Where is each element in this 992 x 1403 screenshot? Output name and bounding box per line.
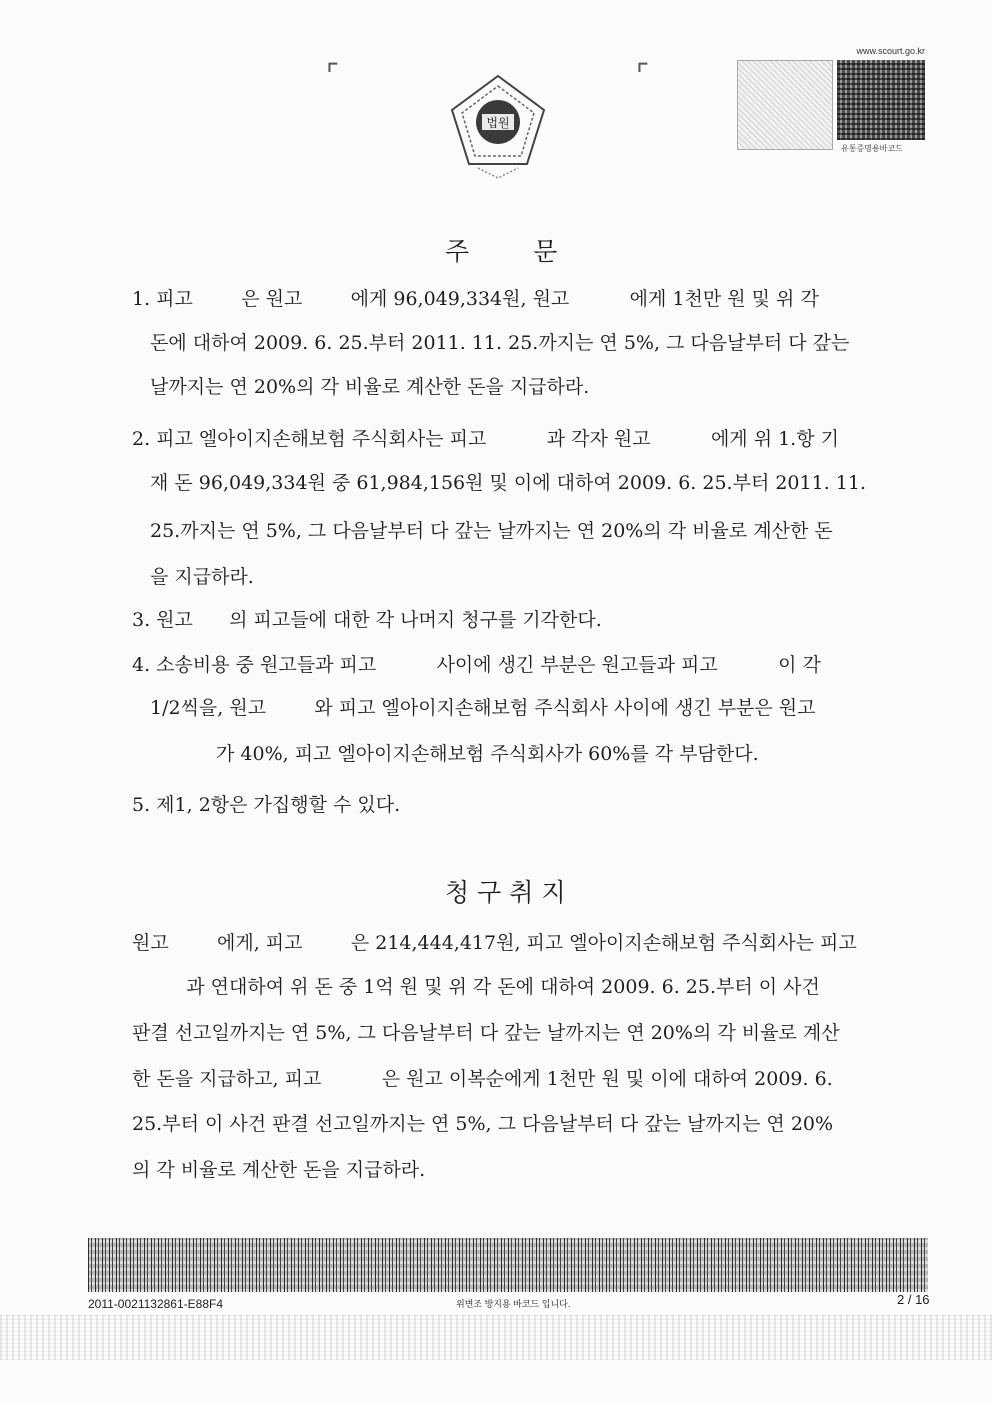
court-seal-icon (448, 72, 548, 182)
judgment-line: 25.까지는 연 5%, 그 다음날부터 다 갚는 날까지는 연 20%의 각 비율로 계산한 돈 (150, 520, 833, 542)
barcode-note: 위변조 방지용 바코드 입니다. (456, 1299, 571, 1309)
registration-mark-right: ⌜ (636, 58, 650, 91)
claim-line: 원고 에게, 피고 은 214,444,417원, 피고 엘아이지손해보험 주식회사는 피고 (132, 932, 857, 954)
claim-line: 판결 선고일까지는 연 5%, 그 다음날부터 다 갚는 날까지는 연 20%의 각 비율로 계산 (132, 1022, 840, 1044)
claim-line: 한 돈을 지급하고, 피고 은 원고 이복순에게 1천만 원 및 이에 대하여 2009. 6. (132, 1068, 833, 1090)
anti-forgery-barcode-icon (88, 1238, 928, 1292)
judgment-line: 1/2씩을, 원고 와 피고 엘아이지손해보험 주식회사 사이에 생긴 부분은 원고 (150, 697, 816, 719)
qr-code-icon (837, 60, 925, 140)
claim-line: 의 각 비율로 계산한 돈을 지급하라. (132, 1159, 426, 1181)
document-id: 2011-0021132861-E88F4 (88, 1297, 223, 1311)
judgment-line: 가 40%, 피고 엘아이지손해보험 주식회사가 60%를 각 부담한다. (216, 743, 759, 765)
claim-line: 과 연대하여 위 돈 중 1억 원 및 위 각 돈에 대하여 2009. 6. 25.부터 이 사건 (150, 976, 820, 998)
qr-caption: 유통증명용바코드 (841, 144, 903, 153)
registration-mark-left: ⌜ (326, 58, 340, 91)
judgment-heading: 주 문 (445, 237, 560, 266)
claim-line: 25.부터 이 사건 판결 선고일까지는 연 5%, 그 다음날부터 다 갚는 날까지는 연 20% (132, 1113, 834, 1135)
verification-code-block (737, 46, 925, 153)
judgment-line: 날까지는 연 20%의 각 비율로 계산한 돈을 지급하라. (150, 376, 590, 398)
redacted-box (737, 60, 833, 150)
judgment-line: 5. 제1, 2항은 가집행할 수 있다. (132, 794, 401, 816)
scan-noise (0, 1315, 992, 1360)
page-number: 2 / 16 (897, 1292, 930, 1307)
judgment-line: 2. 피고 엘아이지손해보험 주식회사는 피고 과 각자 원고 에게 위 1.항 기 (132, 428, 839, 450)
judgment-line: 1. 피고 은 원고 에게 96,049,334원, 원고 에게 1천만 원 및 위 각 (132, 288, 819, 310)
judgment-line: 3. 원고 의 피고들에 대한 각 나머지 청구를 기각한다. (132, 609, 602, 631)
seal-text: 법원 (486, 116, 510, 130)
judgment-line: 돈에 대하여 2009. 6. 25.부터 2011. 11. 25.까지는 연 5%, 그 다음날부터 다 갚는 (150, 332, 850, 354)
judgment-line: 을 지급하라. (150, 566, 254, 588)
judgment-line: 재 돈 96,049,334원 중 61,984,156원 및 이에 대하여 2009. 6. 25.부터 2011. 11. (150, 472, 866, 494)
court-url: www.scourt.go.kr (856, 46, 925, 56)
claim-heading: 청구취지 (445, 878, 574, 907)
judgment-line: 4. 소송비용 중 원고들과 피고 사이에 생긴 부분은 원고들과 피고 이 각 (132, 654, 821, 676)
